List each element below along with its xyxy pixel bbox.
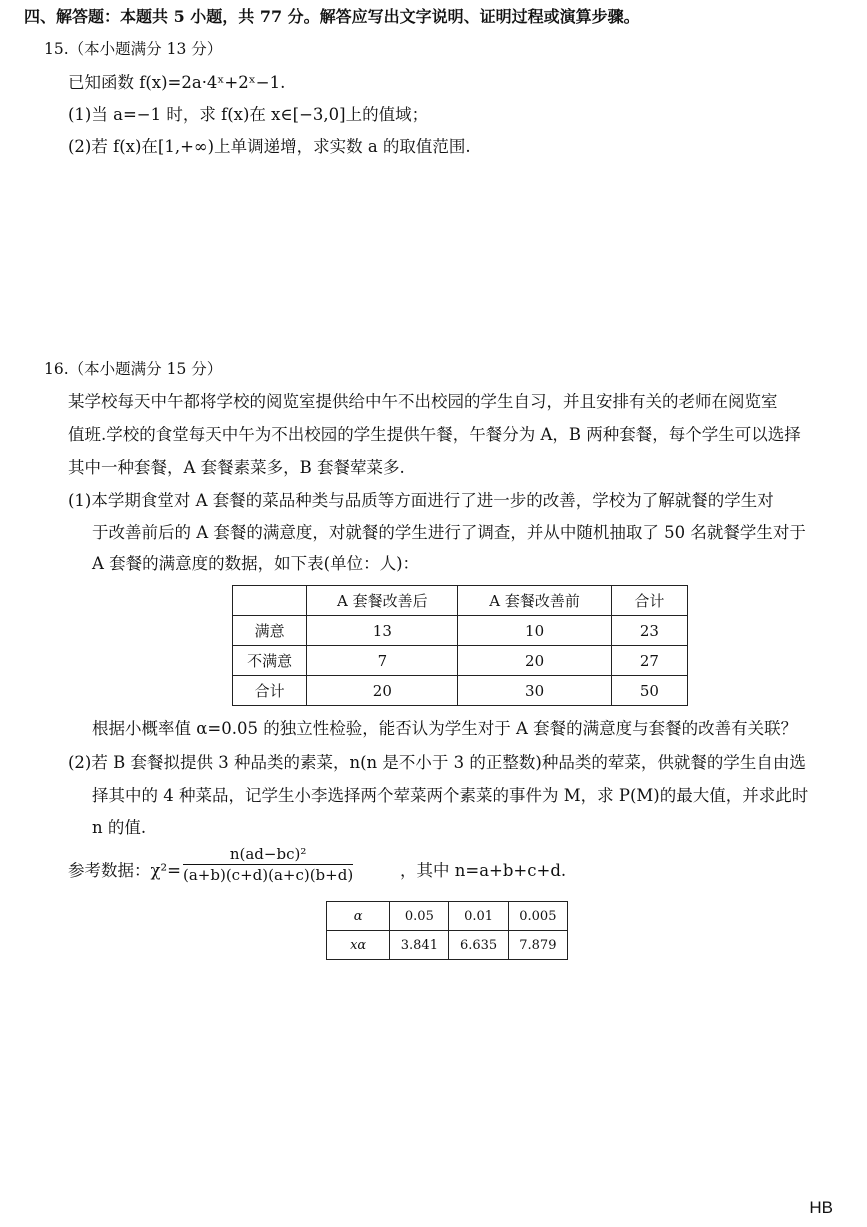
section-heading: 四、解答题：本题共 5 小题，共 77 分。解答应写出文字说明、证明过程或演算步骤。 [24, 7, 640, 26]
problem-16-part2-line-3: n 的值. [92, 818, 147, 837]
table-cell: α [327, 902, 390, 931]
reference-prefix: 参考数据：χ²= [68, 861, 181, 880]
problem-15-header: 15.（本小题满分 13 分） [44, 40, 223, 58]
footer-mark: HB [809, 1198, 833, 1217]
table-cell: 0.05 [390, 902, 449, 931]
table-cell: xα [327, 931, 390, 960]
problem-15-part2: (2)若 f(x)在[1,+∞)上单调递增，求实数 a 的取值范围. [68, 137, 471, 156]
table-cell: 7 [307, 646, 458, 676]
table-row [327, 902, 568, 931]
problem-16-part1-question: 根据小概率值 α=0.05 的独立性检验，能否认为学生对于 A 套餐的满意度与套餐的改善有关联？ [92, 719, 798, 738]
table-cell: 满意 [233, 616, 307, 646]
fraction-numerator: n(ad−bc)² [229, 845, 307, 863]
table-cell: 20 [307, 676, 458, 706]
problem-16-part2-line-1: (2)若 B 套餐拟提供 3 种品类的素菜，n(n 是不小于 3 的正整数)种品类的荤菜，供就餐的学生自由选 [68, 753, 806, 772]
table-row [233, 646, 688, 676]
table-cell: 不满意 [233, 646, 307, 676]
table-cell: 0.005 [508, 902, 567, 931]
problem-16-intro-line-2: 值班.学校的食堂每天中午为不出校园的学生提供午餐，午餐分为 A，B 两种套餐，每个学生可以选择 [68, 425, 801, 444]
table-cell: 20 [458, 646, 611, 676]
chi-square-fraction [183, 845, 353, 884]
table-row [233, 616, 688, 646]
problem-16-intro-line-3: 其中一种套餐，A 套餐素菜多，B 套餐荤菜多. [68, 458, 405, 477]
table-cell: 27 [611, 646, 687, 676]
problem-15-part1: (1)当 a=−1 时，求 f(x)在 x∈[−3,0]上的值域； [68, 105, 429, 124]
problem-16-part1-line-2: 于改善前后的 A 套餐的满意度，对就餐的学生进行了调查，并从中随机抽取了 50 名就餐学生对于 [92, 523, 806, 542]
table-cell: 0.01 [449, 902, 508, 931]
table-header-row [233, 586, 688, 616]
problem-16-part1-line-1: (1)本学期食堂对 A 套餐的菜品种类与品质等方面进行了进一步的改善，学校为了解就餐的学生对 [68, 491, 774, 510]
table-header-cell: A 套餐改善后 [307, 586, 458, 616]
satisfaction-table [232, 585, 688, 706]
table-cell: 50 [611, 676, 687, 706]
table-cell: 10 [458, 616, 611, 646]
table-header-cell [233, 586, 307, 616]
table-row [327, 931, 568, 960]
problem-15-given: 已知函数 f(x)=2a·4ˣ+2ˣ−1. [68, 73, 286, 92]
critical-value-table [326, 901, 568, 960]
problem-16-header: 16.（本小题满分 15 分） [44, 360, 223, 378]
table-cell: 6.635 [449, 931, 508, 960]
fraction-denominator: (a+b)(c+d)(a+c)(b+d) [183, 866, 354, 884]
table-header-cell: 合计 [611, 586, 687, 616]
table-cell: 30 [458, 676, 611, 706]
table-cell: 7.879 [508, 931, 567, 960]
problem-16-part2-line-2: 择其中的 4 种菜品，记学生小李选择两个荤菜两个素菜的事件为 M，求 P(M)的最大值，并求此时 [92, 786, 809, 805]
table-cell: 13 [307, 616, 458, 646]
table-row [233, 676, 688, 706]
problem-16-part1-line-3: A 套餐的满意度的数据，如下表(单位：人)： [92, 554, 420, 573]
table-cell: 23 [611, 616, 687, 646]
problem-16-intro-line-1: 某学校每天中午都将学校的阅览室提供给中午不出校园的学生自习，并且安排有关的老师在阅览室 [68, 392, 778, 411]
table-cell: 3.841 [390, 931, 449, 960]
table-cell: 合计 [233, 676, 307, 706]
reference-suffix: ，其中 n=a+b+c+d. [400, 861, 567, 880]
table-header-cell: A 套餐改善前 [458, 586, 611, 616]
